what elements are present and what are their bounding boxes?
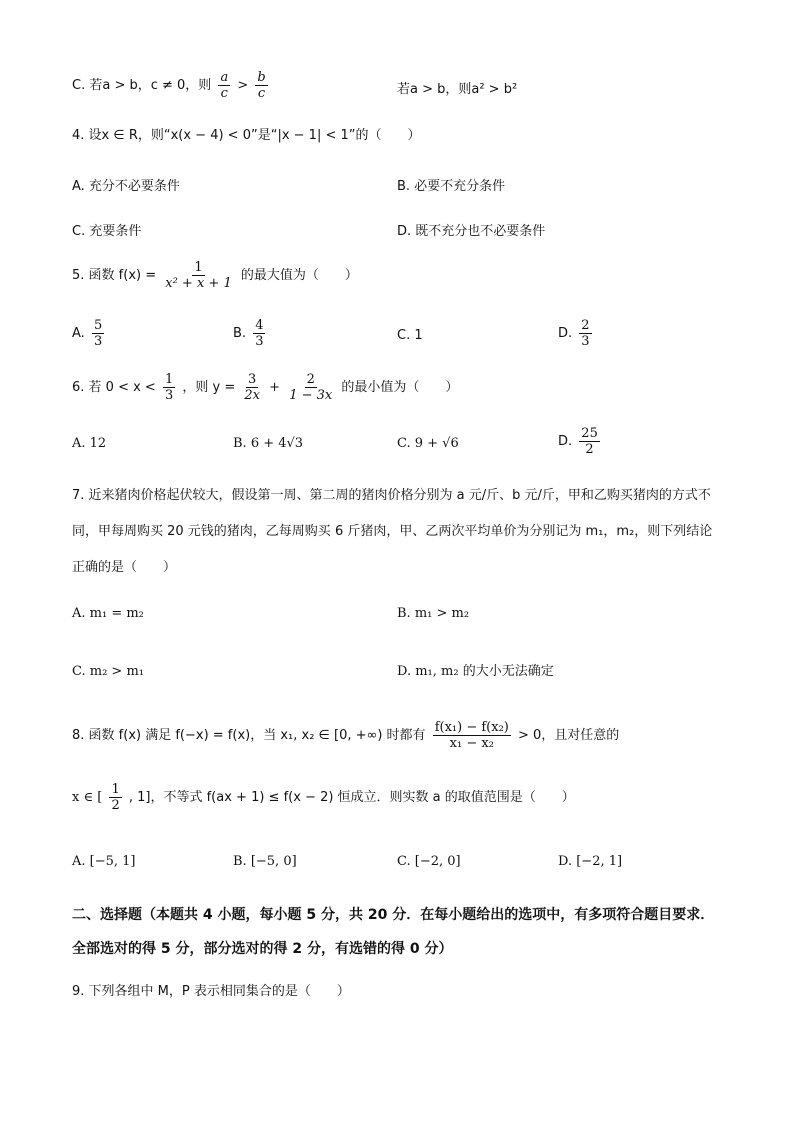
q8-options bbox=[72, 852, 722, 874]
q5-option-a: A. $\frac{5}{3}$ bbox=[72, 318, 103, 349]
q4-option-c: C. 充要条件 bbox=[72, 224, 142, 239]
q3-c-frac2: $\frac{b}{c}$ bbox=[257, 70, 266, 101]
q8-fraction: $\frac{\text{f(x₁) − f(x₂)}}{\text{x₁ − x₂}}$ bbox=[434, 720, 509, 751]
q4-option-a: A. 充分不必要条件 bbox=[72, 179, 180, 194]
q8-line2: x ∈ [ $\frac{1}{2}$ , 1]，不等式 f(ax + 1) ≤ f(x − 2) 恒成立．则实数 a 的取值范围是（ ） bbox=[72, 782, 575, 813]
q6-option-d: D. $\frac{25}{2}$ bbox=[558, 426, 598, 457]
q8-line1: 8. 函数 f(x) 满足 f(−x) = f(x)，当 x₁, x₂ ∈ [0, +∞) 时都有 $\frac{\text{f(x₁) − f(x₂)}}{\text{x₁ − x₂}}$ > 0，且对任意的 bbox=[72, 720, 620, 751]
q6-stem: 6. 若 0 < x < $\frac{1}{3}$ ，则 y = $\frac{3}{2x}$ + $\frac{2}{1 - 3x}$ 的最小值为（ ） bbox=[72, 372, 459, 403]
q3-c-text: C. 若a > b，c ≠ 0，则 bbox=[72, 78, 212, 93]
q7-option-d: D. m₁, m₂ 的大小无法确定 bbox=[397, 664, 554, 679]
q3-option-d: 若a > b，则a² > b² bbox=[397, 82, 518, 97]
q4-option-b: B. 必要不充分条件 bbox=[397, 179, 506, 194]
q5-stem: 5. 函数 f(x) = $\frac{1}{\text{x² + x + 1}}$ 的最大值为（ ） bbox=[72, 260, 358, 291]
q6-option-b: B. 6 + 4√3 bbox=[233, 436, 304, 451]
section-2-heading: 二、选择题（本题共 4 小题，每小题 5 分，共 20 分．在每小题给出的选项中，有多项符合题目要求．全部选对的得 5 分，部分选对的得 2 分，有选错的得 0 分） bbox=[72, 907, 715, 957]
q6-options bbox=[72, 426, 722, 466]
q3-option-c: C. 若a > b，c ≠ 0，则 $\frac{a}{c}$ > $\frac{b}{c}$ bbox=[72, 70, 266, 101]
q5-options bbox=[72, 318, 722, 358]
q6-option-a: A. 12 bbox=[72, 436, 107, 451]
q4-option-d: D. 既不充分也不必要条件 bbox=[397, 224, 546, 239]
q7-option-b: B. m₁ > m₂ bbox=[397, 606, 470, 621]
q8-option-d: D. [−2, 1] bbox=[558, 854, 623, 869]
q5-option-b: B. $\frac{4}{3}$ bbox=[233, 318, 264, 349]
q7-stem: 7. 近来猪肉价格起伏较大，假设第一周、第二周的猪肉价格分别为 a 元/斤、b 元/斤，甲和乙购买猪肉的方式不同，甲每周购买 20 元钱的猪肉，乙每周购买 6 斤猪肉，甲、乙两次平均单价为分别记为 m₁，m₂，则下列结论正确的是（ ） bbox=[72, 488, 713, 575]
q5-option-d: D. $\frac{2}{3}$ bbox=[558, 318, 590, 349]
q8-option-b: B. [−5, 0] bbox=[233, 854, 297, 869]
q8-option-a: A. [−5, 1] bbox=[72, 854, 136, 869]
q7-option-a: A. m₁ = m₂ bbox=[72, 606, 144, 621]
q3-c-frac1: $\frac{a}{c}$ bbox=[220, 70, 229, 101]
q5-fraction: $\frac{1}{\text{x² + x + 1}}$ bbox=[165, 260, 232, 291]
q9-stem: 9. 下列各组中 M，P 表示相同集合的是（ ） bbox=[72, 984, 350, 999]
q8-option-c: C. [−2, 0] bbox=[397, 854, 461, 869]
q6-option-c: C. 9 + √6 bbox=[397, 436, 459, 451]
q7-option-c: C. m₂ > m₁ bbox=[72, 664, 144, 679]
q5-option-c: C. 1 bbox=[397, 328, 423, 343]
q4-stem: 4. 设x ∈ R，则“x(x − 4) < 0”是“|x − 1| < 1”的（ ） bbox=[72, 128, 421, 143]
